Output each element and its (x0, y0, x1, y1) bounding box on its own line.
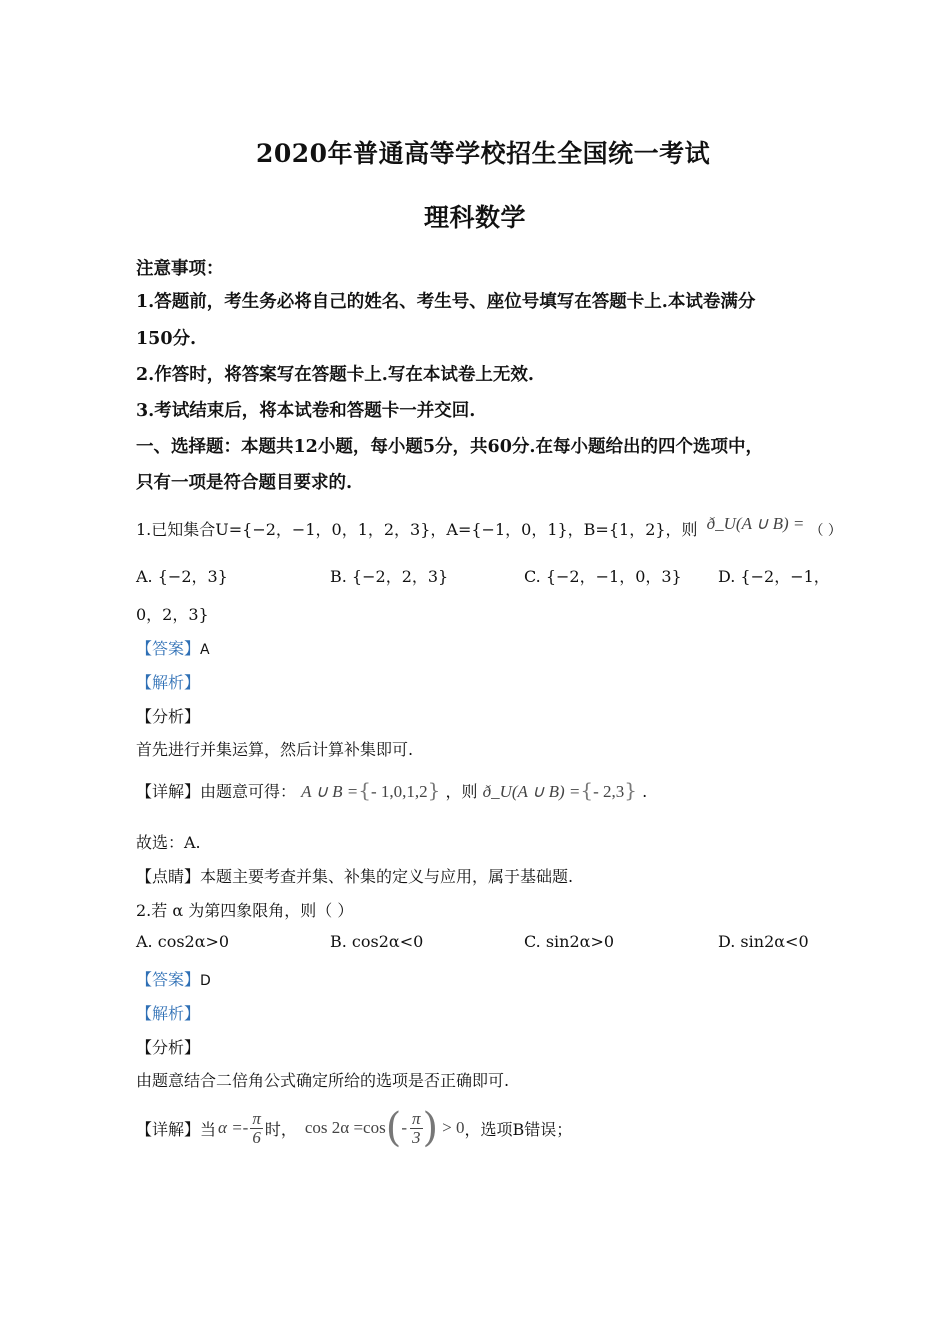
alpha-equation: α =- (218, 1118, 249, 1137)
question-1-option-d-cont: 0，2，3} (136, 605, 209, 624)
question-2-option-a: A. cos2α>0 (136, 932, 230, 951)
xiangjie-pre: 当 (200, 1119, 217, 1139)
xiangjie-tag: 【详解】 (136, 1119, 201, 1139)
fraction-pi-over-3 (410, 1110, 423, 1147)
notice-item-3: 3.考试结束后，将本试卷和答题卡一并交回. (136, 401, 476, 421)
question-1-jiexi-tag: 【解析】 (136, 673, 201, 692)
question-1-option-d: D. {−2，−1， (718, 567, 830, 586)
fraction-pi-over-6 (250, 1110, 263, 1147)
question-1-blank: （ ） (809, 523, 842, 539)
greater-than-zero: > 0 (442, 1118, 465, 1137)
question-2-stem: 2.若 α 为第四象限角，则（ ） (136, 901, 354, 920)
notice-item-1: 1.答题前，考生务必将自己的姓名、考生号、座位号填写在答题卡上.本试卷满分 (136, 292, 756, 312)
question-2-option-d: D. sin2α<0 (718, 932, 809, 951)
question-1-option-b: B. {−2，2，3} (330, 567, 449, 586)
tail-text: ，选项B错误； (464, 1119, 573, 1139)
answer-tag: 【答案】 (136, 639, 201, 658)
question-1-fenxi: 首先进行并集运算，然后计算补集即可. (136, 740, 414, 759)
notice-item-2: 2.作答时，将答案写在答题卡上.写在本试卷上无效. (136, 365, 534, 385)
question-2-fenxi: 由题意结合二倍角公式确定所给的选项是否正确即可. (136, 1071, 510, 1090)
answer-value: A (200, 642, 210, 658)
question-2-answer (136, 967, 211, 990)
question-2-jiexi-tag: 【解析】 (136, 1004, 201, 1023)
fraction-numerator: π (252, 1108, 261, 1128)
complement-expression: ð_U(A ∪ B) = (482, 782, 581, 801)
page-subtitle: 理科数学 (424, 203, 527, 232)
fraction-numerator: π (412, 1108, 421, 1128)
shi-text: 时， (264, 1119, 297, 1139)
question-1-option-a: A. {−2，3} (136, 567, 228, 586)
question-2-option-b: B. cos2α<0 (330, 932, 424, 951)
dianjing-tag: 【点睛】 (136, 867, 201, 886)
question-1-text: 1.已知集合U={−2，−1，0，1，2，3}，A={−1，0，1}，B={1，2}，则 (136, 520, 698, 539)
question-1-xiangjie: 【详解】由题意可得： A ∪ B ={- 1,0,1,2} ，则 ð_U(A ∪ B) ={- 2,3} . (136, 778, 648, 802)
question-2-option-c: C. sin2α>0 (524, 932, 615, 951)
notice-heading: 注意事项： (136, 259, 224, 279)
answer-value: D (200, 973, 211, 989)
question-2-xiangjie: 【详解】 当 α =- $\frac{\pi}{6}$ 时， cos 2α =cos ( - $\frac{\pi}{3}$ ) > 0 ，选项B错误； (136, 1105, 573, 1151)
xiangjie-tag: 【详解】 (136, 782, 201, 801)
then-text: ，则 (445, 782, 478, 801)
union-value: - 1,0,1,2 (371, 782, 428, 801)
section-heading-cont: 只有一项是符合题目要求的. (136, 473, 353, 493)
question-1-formula: ð_U(A ∪ B) = (706, 514, 805, 533)
question-1-stem (136, 514, 842, 540)
question-1-answer (136, 636, 210, 659)
complement-value: - 2,3 (593, 782, 625, 801)
notice-item-1-cont: 150分. (136, 329, 197, 349)
question-1-fenxi-tag: 【分析】 (136, 707, 201, 726)
page-title: 2020年普通高等学校招生全国统一考试 (256, 139, 711, 168)
question-1-option-c: C. {−2，−1，0，3} (524, 567, 682, 586)
answer-tag: 【答案】 (136, 970, 201, 989)
question-2-fenxi-tag: 【分析】 (136, 1038, 201, 1057)
fraction-denominator: 6 (252, 1127, 261, 1147)
cos-expression: cos 2α =cos (304, 1118, 386, 1137)
end-period: . (642, 782, 648, 801)
union-expression: A ∪ B = (301, 782, 359, 801)
xiangjie-text: 由题意可得： (200, 782, 297, 801)
dianjing-text: 本题主要考查并集、补集的定义与应用，属于基础题. (200, 867, 574, 886)
question-1-dianjing (136, 864, 573, 887)
section-heading: 一、选择题：本题共12小题，每小题5分，共60分.在每小题给出的四个选项中， (136, 437, 763, 457)
fraction-denominator: 3 (412, 1127, 421, 1147)
negative-sign: - (401, 1118, 407, 1137)
question-1-guxuan: 故选：A. (136, 833, 201, 852)
